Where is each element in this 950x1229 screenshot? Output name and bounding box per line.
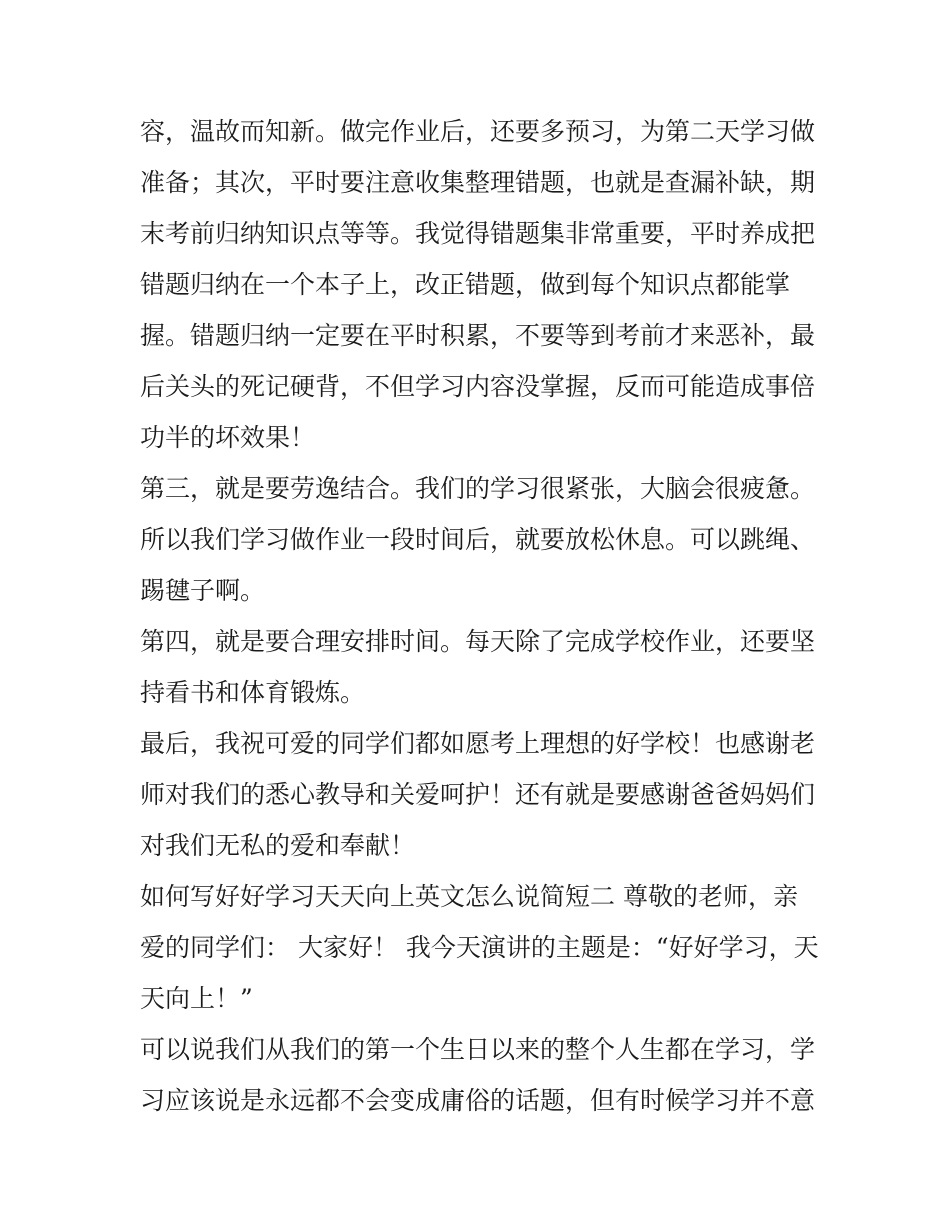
text-line-3: 末考前归纳知识点等等。我觉得错题集非常重要，平时养成把 <box>140 219 816 248</box>
text-line-15: 对我们无私的爱和奉献！ <box>140 831 416 860</box>
text-line-16: 如何写好好学习天天向上英文怎么说简短二 尊敬的老师，亲 <box>140 882 798 911</box>
text-line-19: 可以说我们从我们的第一个生日以来的整个人生都在学习，学 <box>140 1035 816 1064</box>
text-line-5: 握。错题归纳一定要在平时积累，不要等到考前才来恶补，最 <box>140 321 816 350</box>
text-line-6: 后关头的死记硬背，不但学习内容没掌握，反而可能造成事倍 <box>140 372 816 401</box>
text-line-1: 容，温故而知新。做完作业后，还要多预习，为第二天学习做 <box>140 117 816 146</box>
text-line-12: 持看书和体育锻炼。 <box>140 678 366 707</box>
text-line-10: 踢毽子啊。 <box>140 576 266 605</box>
text-line-4: 错题归纳在一个本子上，改正错题，做到每个知识点都能掌 <box>140 270 791 299</box>
text-line-9: 所以我们学习做作业一段时间后，就要放松休息。可以跳绳、 <box>140 525 816 554</box>
text-line-17: 爱的同学们： 大家好！ 我今天演讲的主题是：“好好学习，天 <box>140 933 819 962</box>
text-line-2: 准备；其次，平时要注意收集整理错题，也就是查漏补缺，期 <box>140 168 816 197</box>
text-line-14: 师对我们的悉心教导和关爱呵护！还有就是要感谢爸爸妈妈们 <box>140 780 816 809</box>
body-text <box>140 106 820 1126</box>
text-line-13: 最后，我祝可爱的同学们都如愿考上理想的好学校！也感谢老 <box>140 729 816 758</box>
text-line-11: 第四，就是要合理安排时间。每天除了完成学校作业，还要坚 <box>140 627 816 656</box>
text-line-7: 功半的坏效果！ <box>140 423 316 452</box>
text-line-8: 第三，就是要劳逸结合。我们的学习很紧张，大脑会很疲惫。 <box>140 474 816 503</box>
text-line-20: 习应该说是永远都不会变成庸俗的话题，但有时候学习并不意 <box>140 1086 816 1115</box>
text-line-18: 天向上！” <box>140 984 253 1013</box>
